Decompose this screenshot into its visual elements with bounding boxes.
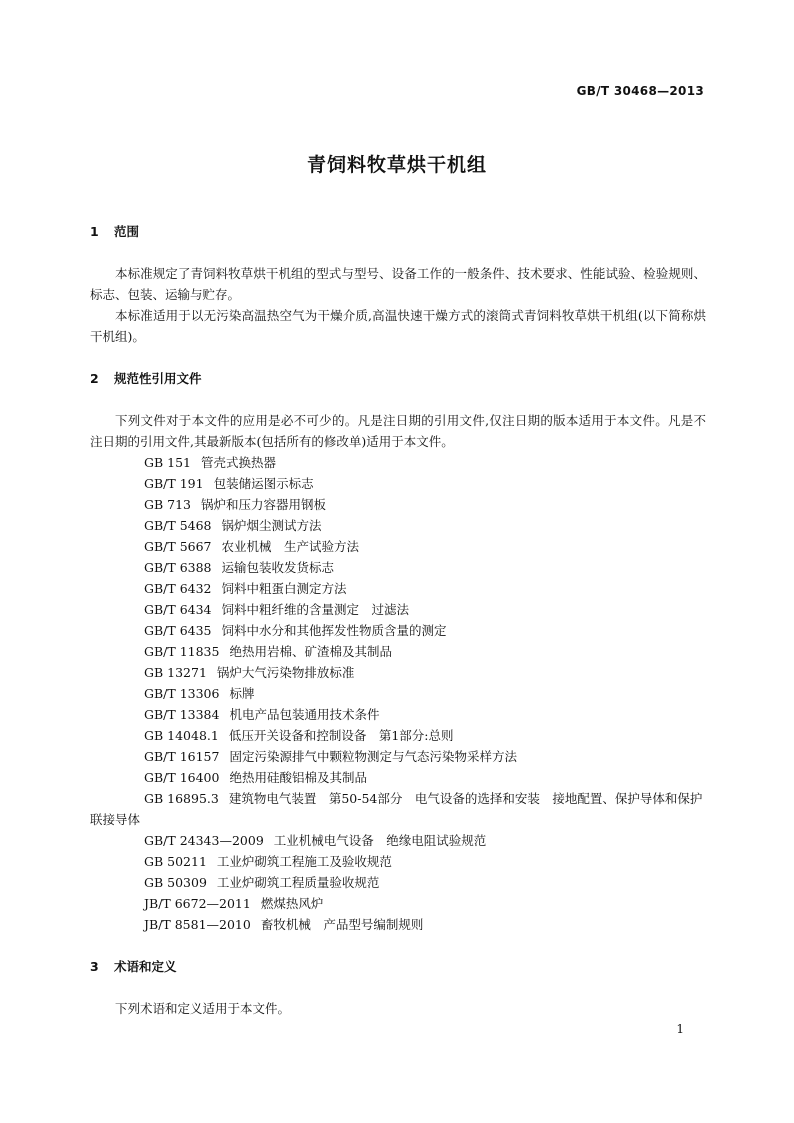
reference-code: GB/T 13384	[144, 707, 220, 722]
reference-code: GB/T 5468	[144, 518, 212, 533]
reference-title: 绝热用岩棉、矿渣棉及其制品	[229, 644, 392, 659]
section-title: 规范性引用文件	[114, 371, 202, 386]
scope-paragraph: 本标准规定了青饲料牧草烘干机组的型式与型号、设备工作的一般条件、技术要求、性能试验、检验规则、标志、包装、运输与贮存。	[90, 266, 706, 302]
reference-title: 工业机械电气设备 绝缘电阻试验规范	[273, 833, 487, 848]
section-number: 3	[90, 959, 99, 974]
reference-item	[90, 578, 706, 599]
section-number: 2	[90, 371, 99, 386]
reference-title: 饲料中粗蛋白测定方法	[221, 581, 347, 596]
reference-title: 畜牧机械 产品型号编制规则	[260, 917, 424, 932]
reference-code: GB/T 16400	[144, 770, 220, 785]
reference-code: JB/T 6672—2011	[144, 896, 251, 911]
document-body	[90, 221, 706, 1019]
reference-item	[90, 725, 706, 746]
reference-item	[90, 683, 706, 704]
reference-title: 绝热用硅酸铝棉及其制品	[229, 770, 367, 785]
section-heading-scope	[90, 221, 706, 242]
reference-code: GB 14048.1	[144, 728, 219, 743]
reference-item	[90, 515, 706, 536]
reference-item	[90, 830, 706, 851]
section-heading-terms	[90, 956, 706, 977]
normative-intro: 下列文件对于本文件的应用是必不可少的。凡是注日期的引用文件,仅注日期的版本适用于本文件。凡是不注日期的引用文件,其最新版本(包括所有的修改单)适用于本文件。	[90, 413, 706, 449]
reference-code: GB/T 13306	[144, 686, 220, 701]
reference-item	[90, 662, 706, 683]
reference-list	[90, 452, 706, 935]
reference-item	[90, 893, 706, 914]
reference-title: 饲料中粗纤维的含量测定 过滤法	[221, 602, 410, 617]
reference-code: GB/T 11835	[144, 644, 220, 659]
reference-item	[90, 704, 706, 725]
reference-code: GB/T 191	[144, 476, 204, 491]
reference-item	[90, 788, 706, 830]
section-number: 1	[90, 224, 99, 239]
reference-title: 燃煤热风炉	[260, 896, 324, 911]
page-number: 1	[676, 1022, 684, 1036]
reference-item	[90, 494, 706, 515]
reference-item	[90, 641, 706, 662]
reference-item	[90, 746, 706, 767]
section-title: 范围	[114, 224, 140, 239]
reference-item	[90, 620, 706, 641]
reference-item	[90, 599, 706, 620]
document-title: 青饲料牧草烘干机组	[306, 154, 487, 176]
reference-code: GB 151	[144, 455, 192, 470]
reference-code: GB/T 5667	[144, 539, 212, 554]
reference-code: GB 713	[144, 497, 192, 512]
terms-intro: 下列术语和定义适用于本文件。	[115, 1001, 291, 1016]
reference-item	[90, 872, 706, 893]
reference-title: 包装储运图示标志	[213, 476, 314, 491]
reference-title: 建筑物电气装置 第50-54部分 电气设备的选择和安装 接地配置、保护导体和保护联接导体	[90, 791, 703, 827]
reference-title: 锅炉烟尘测试方法	[221, 518, 322, 533]
reference-item	[90, 557, 706, 578]
reference-code: GB/T 24343—2009	[144, 833, 264, 848]
reference-title: 锅炉和压力容器用钢板	[201, 497, 327, 512]
reference-code: GB/T 6388	[144, 560, 212, 575]
reference-code: GB 50211	[144, 854, 207, 869]
reference-item	[90, 473, 706, 494]
reference-title: 机电产品包装通用技术条件	[229, 707, 380, 722]
standard-code: GB/T 30468—2013	[576, 84, 704, 98]
reference-item	[90, 767, 706, 788]
reference-item	[90, 536, 706, 557]
reference-title: 锅炉大气污染物排放标准	[216, 665, 355, 680]
reference-code: GB 16895.3	[144, 791, 219, 806]
reference-item	[90, 452, 706, 473]
reference-code: GB 13271	[144, 665, 207, 680]
reference-title: 标牌	[229, 686, 255, 701]
reference-title: 饲料中水分和其他挥发性物质含量的测定	[221, 623, 447, 638]
reference-code: GB 50309	[144, 875, 207, 890]
reference-title: 低压开关设备和控制设备 第1部分:总则	[228, 728, 454, 743]
reference-code: GB/T 6435	[144, 623, 212, 638]
section-heading-normative-references	[90, 368, 706, 389]
reference-item	[90, 914, 706, 935]
reference-code: GB/T 16157	[144, 749, 220, 764]
reference-code: GB/T 6432	[144, 581, 212, 596]
reference-title: 工业炉砌筑工程施工及验收规范	[216, 854, 392, 869]
reference-code: GB/T 6434	[144, 602, 212, 617]
reference-title: 运输包装收发货标志	[221, 560, 335, 575]
reference-code: JB/T 8581—2010	[144, 917, 251, 932]
reference-item	[90, 851, 706, 872]
reference-title: 固定污染源排气中颗粒物测定与气态污染物采样方法	[229, 749, 517, 764]
reference-title: 工业炉砌筑工程质量验收规范	[216, 875, 380, 890]
reference-title: 管壳式换热器	[201, 455, 277, 470]
section-title: 术语和定义	[114, 959, 177, 974]
scope-paragraph: 本标准适用于以无污染高温热空气为干燥介质,高温快速干燥方式的滚筒式青饲料牧草烘干机组(以下简称烘干机组)。	[90, 308, 706, 344]
reference-title: 农业机械 生产试验方法	[221, 539, 360, 554]
